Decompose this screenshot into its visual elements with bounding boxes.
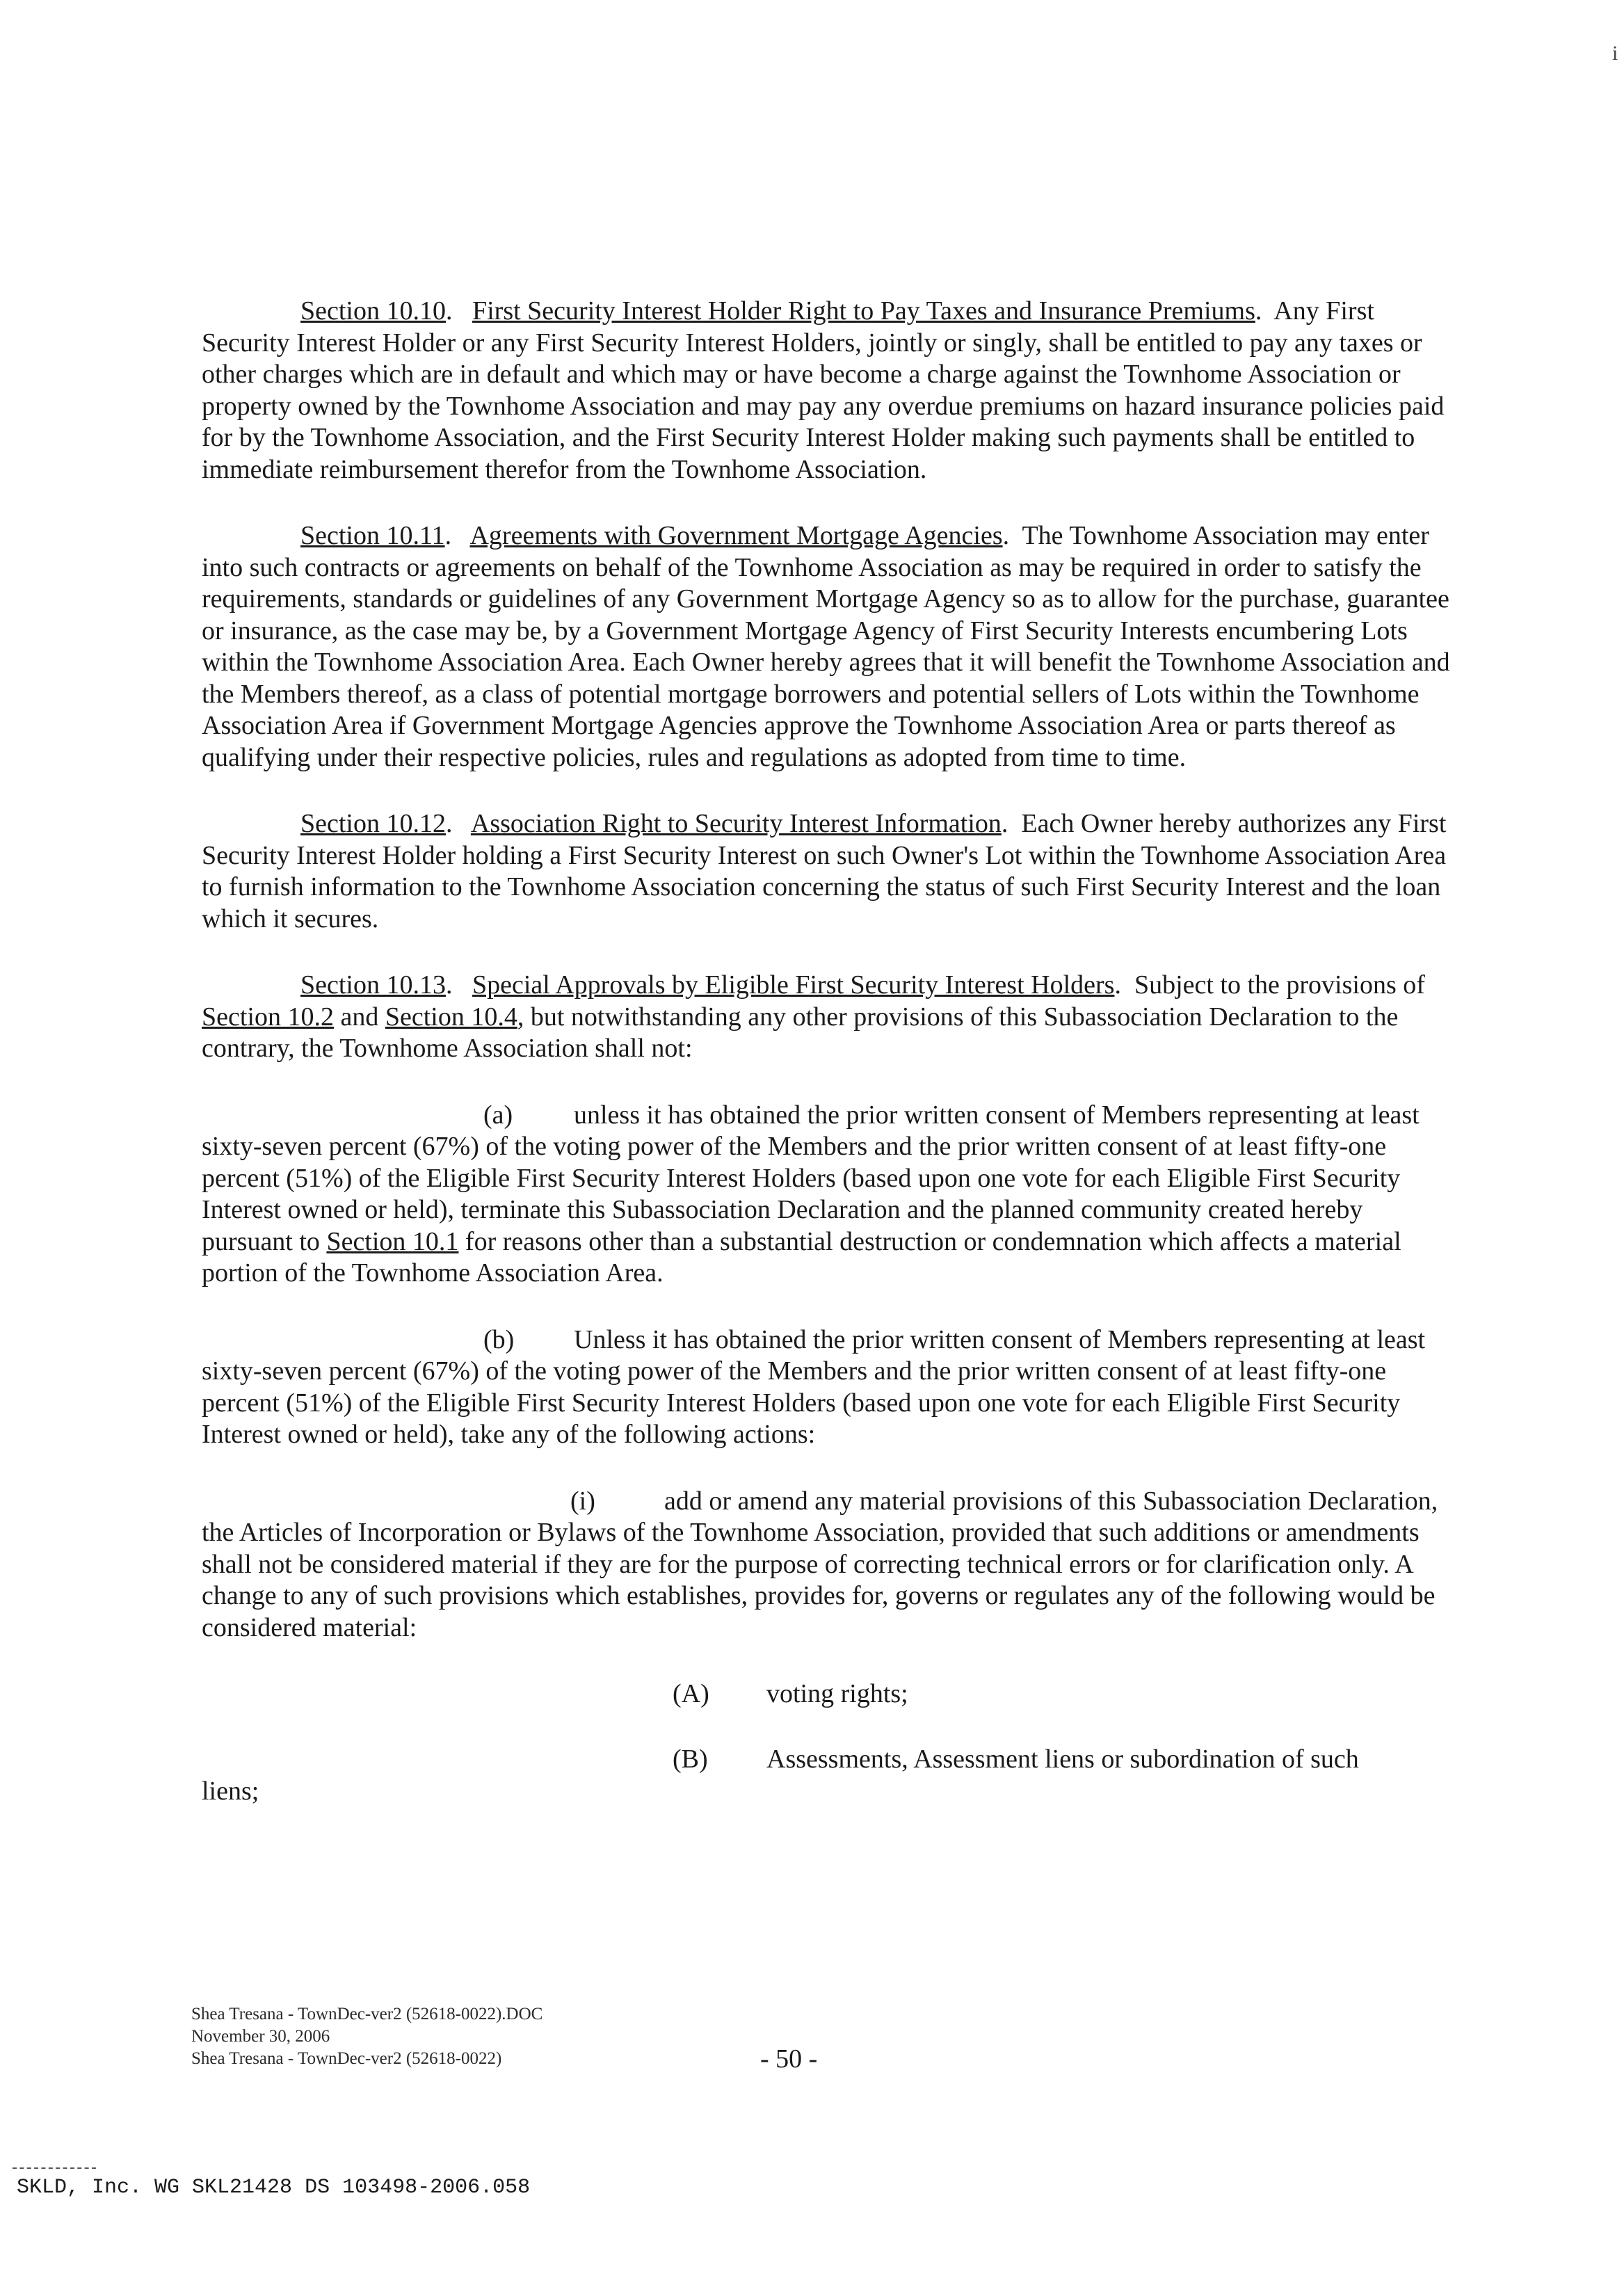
item-text: voting rights; [766, 1679, 908, 1708]
section-10-10: Section 10.10. First Security Interest Holder Right to Pay Taxes and Insurance Premiums. Any First Security Interest Holder or any First Security Interest Holders, jointly or singly, shall be entitled to pay any taxes or other charges which are in default and which may or have become a charge against the Townhome Association or property owned by the Townhome Association and may pay any overdue premiums on hazard insurance policies paid for by the Townhome Association, and the First Security Interest Holder making such payments shall be entitled to immediate reimbursement therefor from the Townhome Association. [202, 296, 1445, 484]
cross-reference: Section 10.2 [202, 1002, 334, 1032]
clause-body-pre: unless it has obtained the prior written consent of Members representing at least sixty-seven percent (67%) of the voting power of the Members and the prior written consent of at least fifty-one percent (51%) of the Eligible First Security Interest Holders (based upon one vote for each Eligible First Security Interest owned or held), terminate this Subassociation Declaration and the planned community created hereby pursuant to [202, 1100, 1420, 1256]
corner-mark: i [1612, 42, 1618, 65]
section-heading: Agreements with Government Mortgage Agencies [469, 521, 1003, 550]
clause-body: add or amend any material provisions of this Subassociation Declaration, the Articles of Incorporation or Bylaws of the Townhome Association, provided that such additions or amendments shall not be considered material if they are for the purpose of correcting technical errors or for clarification only. A change to any of such provisions which establishes, provides for, governs or regulates any of the following would be considered material: [202, 1486, 1438, 1642]
item-text: Assessments, Assessment liens or subordination of such [766, 1745, 1359, 1774]
clause-body: Unless it has obtained the prior written consent of Members representing at least sixty-seven percent (67%) of the voting power of the Members and the prior written consent of at least fifty-one percent (51%) of the Eligible First Security Interest Holders (based upon one vote for each Eligible First Security Interest owned or held), take any of the following actions: [202, 1324, 1426, 1449]
section-heading: Special Approvals by Eligible First Security Interest Holders [472, 970, 1115, 1000]
footer-file-info [191, 2003, 542, 2070]
section-heading: First Security Interest Holder Right to Pay Taxes and Insurance Premiums [472, 296, 1255, 326]
clause-label: (b) [483, 1324, 515, 1354]
section-body: The Townhome Association may enter into such contracts or agreements on behalf of the Townhome Association as may be required in order to satisfy the requirements, standards or guidelines of any Government Mortgage Agency so as to allow for the purchase, guarantee or insurance, as the case may be, by a Government Mortgage Agency of First Security Interests encumbering Lots within the Townhome Association Area. Each Owner hereby agrees that it will benefit the Townhome Association and the Members thereof, as a class of potential mortgage borrowers and potential sellers of Lots within the Townhome Association Area if Government Mortgage Agencies approve the Townhome Association Area or parts thereof as qualifying under their respective policies, rules and regulations as adopted from time to time. [202, 521, 1450, 772]
section-body: Each Owner hereby authorizes any First Security Interest Holder holding a First Security Interest on such Owner's Lot within the Townhome Association Area to furnish information to the Townhome Association concerning the status of such First Security Interest and the loan which it secures. [202, 809, 1447, 933]
item-label: (A) [673, 1679, 709, 1708]
section-heading: Association Right to Security Interest Information [470, 809, 1002, 838]
footer-line: November 30, 2006 [191, 2027, 330, 2046]
list-item [202, 1678, 1457, 1710]
footer-line: Shea Tresana - TownDec-ver2 (52618-0022) [191, 2049, 502, 2068]
divider [13, 2167, 96, 2169]
cross-reference: Section 10.4 [385, 1002, 517, 1032]
section-10-12: Section 10.12. Association Right to Security Interest Information. Each Owner hereby authorizes any First Security Interest Holder holding a First Security Interest on such Owner's Lot within the Townhome Association Area to furnish information to the Townhome Association concerning the status of such First Security Interest and the loan which it secures. [202, 809, 1447, 933]
item-label: (B) [673, 1745, 708, 1774]
section-body-post: , but notwithstanding any other provisions of this Subassociation Declaration to the contrary, the Townhome Association shall not: [202, 1002, 1399, 1063]
recording-stamp: SKLD, Inc. WG SKL21428 DS 103498-2006.058 [17, 2176, 531, 2199]
document-body [202, 296, 1457, 1809]
clause-i [202, 1486, 1457, 1644]
section-label: Section 10.11 [300, 521, 445, 550]
section-10-13: Section 10.13. Special Approvals by Eligible First Security Interest Holders. Subject to the provisions of Section 10.2 and Section 10.4, but notwithstanding any other provisions of this Subassociation Declaration to the contrary, the Townhome Association shall not: [202, 970, 1425, 1063]
clause-label: (i) [570, 1486, 595, 1516]
section-label: Section 10.10 [300, 296, 446, 326]
section-body-and: and [340, 1002, 379, 1032]
page-number: - 50 - [760, 2044, 818, 2074]
footer-line: Shea Tresana - TownDec-ver2 (52618-0022).DOC [191, 2005, 543, 2023]
section-10-11: Section 10.11. Agreements with Government Mortgage Agencies. The Townhome Association may enter into such contracts or agreements on behalf of the Townhome Association as may be required in order to satisfy the requirements, standards or guidelines of any Government Mortgage Agency so as to allow for the purchase, guarantee or insurance, as the case may be, by a Government Mortgage Agency of First Security Interests encumbering Lots within the Townhome Association Area. Each Owner hereby agrees that it will benefit the Townhome Association and the Members thereof, as a class of potential mortgage borrowers and potential sellers of Lots within the Townhome Association Area if Government Mortgage Agencies approve the Townhome Association Area or parts thereof as qualifying under their respective policies, rules and regulations as adopted from time to time. [202, 521, 1450, 772]
list-item [202, 1744, 1457, 1806]
clause-body-post: for reasons other than a substantial destruction or condemnation which affects a material portion of the Townhome Association Area. [202, 1226, 1401, 1288]
clause-a [202, 1100, 1457, 1290]
clause-b [202, 1324, 1457, 1451]
section-label: Section 10.12 [300, 809, 446, 838]
section-body: Any First Security Interest Holder or any First Security Interest Holders, jointly or singly, shall be entitled to pay any taxes or other charges which are in default and which may or have become a charge against the Townhome Association or property owned by the Townhome Association and may pay any overdue premiums on hazard insurance policies paid for by the Townhome Association, and the First Security Interest Holder making such payments shall be entitled to immediate reimbursement therefor from the Townhome Association. [202, 296, 1445, 484]
item-continuation: liens; [202, 1777, 259, 1806]
section-label: Section 10.13 [300, 970, 446, 1000]
clause-label: (a) [483, 1100, 513, 1130]
section-body-pre: Subject to the provisions of [1134, 970, 1425, 1000]
cross-reference: Section 10.1 [326, 1226, 459, 1256]
